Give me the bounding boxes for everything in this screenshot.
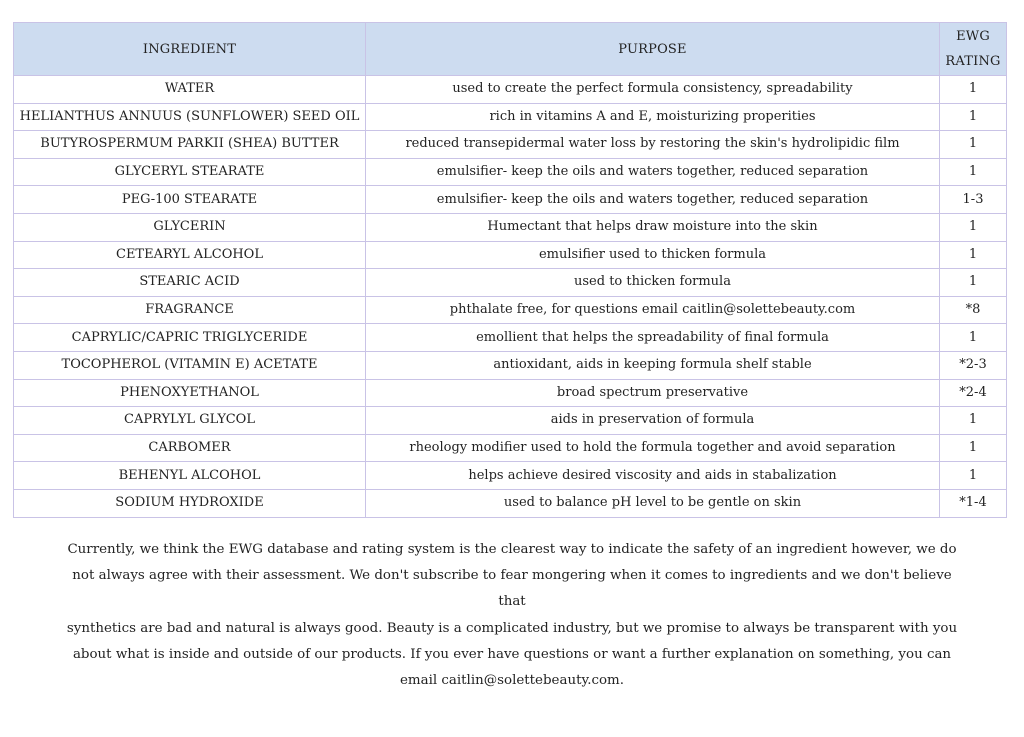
rating-cell: 1 bbox=[940, 103, 1007, 131]
ingredient-cell: PHENOXYETHANOL bbox=[14, 379, 366, 407]
purpose-cell: broad spectrum preservative bbox=[366, 379, 940, 407]
rating-cell: 1 bbox=[940, 213, 1007, 241]
note-line: email caitlin@solettebeauty.com. bbox=[399, 673, 625, 689]
rating-cell: *2-4 bbox=[940, 379, 1007, 407]
ingredient-cell: GLYCERIN bbox=[14, 213, 366, 241]
ingredient-cell: CARBOMER bbox=[14, 434, 366, 462]
ingredient-table-container bbox=[13, 22, 1006, 518]
rating-cell: 1 bbox=[940, 324, 1007, 352]
purpose-cell: used to thicken formula bbox=[366, 269, 940, 297]
table-row bbox=[14, 434, 1007, 462]
ingredient-cell: BEHENYL ALCOHOL bbox=[14, 462, 366, 490]
rating-cell: 1 bbox=[940, 434, 1007, 462]
rating-cell: 1 bbox=[940, 269, 1007, 297]
purpose-cell: emollient that helps the spreadability of final formula bbox=[366, 324, 940, 352]
table-row bbox=[14, 76, 1007, 104]
table-row bbox=[14, 407, 1007, 435]
rating-cell: 1 bbox=[940, 241, 1007, 269]
table-row bbox=[14, 241, 1007, 269]
header-rating-line1: EWG bbox=[956, 29, 990, 44]
purpose-cell: emulsifier- keep the oils and waters together, reduced separation bbox=[366, 158, 940, 186]
ingredient-cell: CAPRYLYL GLYCOL bbox=[14, 407, 366, 435]
header-ewg-rating bbox=[940, 23, 1007, 76]
rating-cell: 1-3 bbox=[940, 186, 1007, 214]
purpose-cell: Humectant that helps draw moisture into the skin bbox=[366, 213, 940, 241]
table-row bbox=[14, 158, 1007, 186]
rating-cell: *8 bbox=[940, 296, 1007, 324]
disclaimer-note bbox=[60, 537, 964, 694]
ingredient-cell: HELIANTHUS ANNUUS (SUNFLOWER) SEED OIL bbox=[14, 103, 366, 131]
ingredient-table bbox=[13, 22, 1007, 518]
note-line: not always agree with their assessment. We don't subscribe to fear mongering when it comes to ingredients and we don't believe that bbox=[72, 568, 952, 610]
header-purpose: PURPOSE bbox=[366, 23, 940, 76]
ingredient-cell: CETEARYL ALCOHOL bbox=[14, 241, 366, 269]
note-line: synthetics are bad and natural is always good. Beauty is a complicated industry, but we promise to always be transparent with you bbox=[66, 620, 958, 636]
ingredient-cell: CAPRYLIC/CAPRIC TRIGLYCERIDE bbox=[14, 324, 366, 352]
rating-cell: 1 bbox=[940, 407, 1007, 435]
ingredient-cell: WATER bbox=[14, 76, 366, 104]
table-row bbox=[14, 324, 1007, 352]
table-row bbox=[14, 103, 1007, 131]
note-line: Currently, we think the EWG database and rating system is the clearest way to indicate the safety of an ingredient however, we do bbox=[67, 542, 957, 557]
ingredient-cell: BUTYROSPERMUM PARKII (SHEA) BUTTER bbox=[14, 131, 366, 159]
table-row bbox=[14, 351, 1007, 379]
rating-cell: 1 bbox=[940, 158, 1007, 186]
table-row bbox=[14, 296, 1007, 324]
ingredient-cell: STEARIC ACID bbox=[14, 269, 366, 297]
table-row bbox=[14, 379, 1007, 407]
purpose-cell: antioxidant, aids in keeping formula shelf stable bbox=[366, 351, 940, 379]
rating-cell: 1 bbox=[940, 131, 1007, 159]
table-row bbox=[14, 489, 1007, 517]
table-row bbox=[14, 462, 1007, 490]
table-row bbox=[14, 269, 1007, 297]
header-rating-line2: RATING bbox=[945, 54, 1001, 69]
ingredient-cell: PEG-100 STEARATE bbox=[14, 186, 366, 214]
purpose-cell: helps achieve desired viscosity and aids in stabalization bbox=[366, 462, 940, 490]
rating-cell: 1 bbox=[940, 462, 1007, 490]
purpose-cell: emulsifier- keep the oils and waters together, reduced separation bbox=[366, 186, 940, 214]
purpose-cell: reduced transepidermal water loss by restoring the skin's hydrolipidic film bbox=[366, 131, 940, 159]
note-line: about what is inside and outside of our products. If you ever have questions or want a further explanation on something, you can bbox=[72, 646, 952, 662]
purpose-cell: rich in vitamins A and E, moisturizing properities bbox=[366, 103, 940, 131]
table-header-row bbox=[14, 23, 1007, 76]
rating-cell: *1-4 bbox=[940, 489, 1007, 517]
table-row bbox=[14, 186, 1007, 214]
ingredient-cell: FRAGRANCE bbox=[14, 296, 366, 324]
purpose-cell: rheology modifier used to hold the formula together and avoid separation bbox=[366, 434, 940, 462]
ingredient-cell: GLYCERYL STEARATE bbox=[14, 158, 366, 186]
rating-cell: 1 bbox=[940, 76, 1007, 104]
header-ingredient: INGREDIENT bbox=[14, 23, 366, 76]
rating-cell: *2-3 bbox=[940, 351, 1007, 379]
purpose-cell: used to create the perfect formula consistency, spreadability bbox=[366, 76, 940, 104]
table-row bbox=[14, 213, 1007, 241]
ingredient-cell: SODIUM HYDROXIDE bbox=[14, 489, 366, 517]
purpose-cell: used to balance pH level to be gentle on skin bbox=[366, 489, 940, 517]
purpose-cell: phthalate free, for questions email caitlin@solettebeauty.com bbox=[366, 296, 940, 324]
table-body bbox=[14, 76, 1007, 518]
ingredient-cell: TOCOPHEROL (VITAMIN E) ACETATE bbox=[14, 351, 366, 379]
purpose-cell: aids in preservation of formula bbox=[366, 407, 940, 435]
table-row bbox=[14, 131, 1007, 159]
purpose-cell: emulsifier used to thicken formula bbox=[366, 241, 940, 269]
